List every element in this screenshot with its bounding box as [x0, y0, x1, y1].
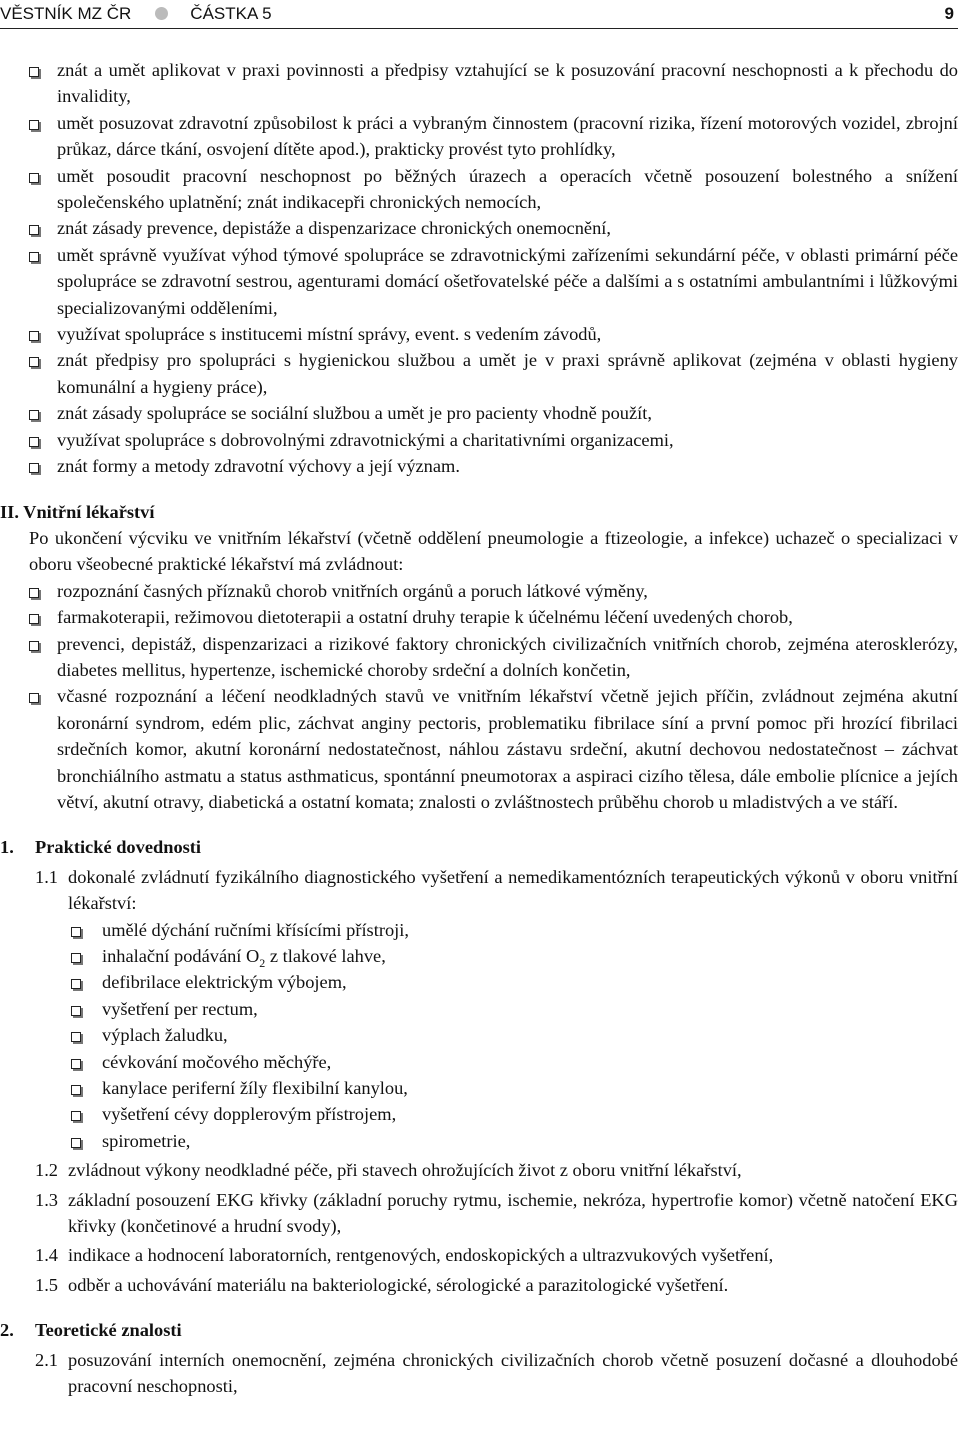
list-item-text: včasné rozpoznání a léčení neodkladných stavů ve vnitřním lékařství včetně jejich příčin, zvládnout zejména akutní koronární syndrom, edém plic, záchvat anginy pectoris, problematiku fibrilace síní a první pomoc při hrozící fibrilaci srdečních komor, akutní koronární nedostatečnost, náhlou zástavu srdeční, akutní dechovou nedostatečnost – záchvat bronchiálního astmatu a status asthmaticus, spontánní pneumotorax a aspiraci cizího tělesa, dále embolie plícnice a jejích větví, akutní otravy, diabetická a ostatní komata; znalosti o zvláštnostech průběhu chorob u mladistvých a ve stáří.: [57, 686, 958, 812]
subscript: 2: [259, 956, 266, 970]
list-item-text: znát a umět aplikovat v praxi povinnosti a předpisy vztahující se k posuzování pracovní neschopnosti a k přechodu do invalidity,: [57, 60, 958, 107]
list-item: [0, 1022, 958, 1048]
subsection-number: 1.1: [35, 866, 58, 887]
list-item: [0, 453, 958, 479]
competence-list: [0, 57, 958, 480]
list-item-text: cévkování močového měchýře,: [102, 1051, 332, 1072]
section-intro: Po ukončení výcviku ve vnitřním lékařství (včetně oddělení pneumologie a ftizeologie, a infekce) uchazeč o specializaci v oboru všeobecné praktické lékařství má zvládnout:: [29, 527, 958, 575]
subsection-1-2: [0, 1157, 958, 1183]
list-item: [0, 321, 958, 347]
checkbox-bullet-icon: [71, 1059, 81, 1069]
list-item-text: umělé dýchání ručními křísícími přístroji,: [102, 919, 409, 940]
checkbox-bullet-icon: [29, 331, 39, 341]
checkbox-bullet-icon: [29, 641, 39, 651]
list-item: [0, 400, 958, 426]
subsection-1-1: [0, 864, 958, 917]
checkbox-bullet-icon: [71, 979, 81, 989]
list-item-text: využívat spolupráce s dobrovolnými zdravotnickými a charitativními organizacemi,: [57, 429, 674, 450]
checkbox-bullet-icon: [71, 1032, 81, 1042]
list-item: [0, 242, 958, 321]
checkbox-bullet-icon: [71, 1085, 81, 1095]
checkbox-bullet-icon: [29, 357, 39, 367]
heading-text: Praktické dovednosti: [35, 837, 202, 858]
list-item: [0, 917, 958, 943]
subsection-number: 2.1: [35, 1349, 58, 1370]
checkbox-bullet-icon: [29, 614, 39, 624]
subsection-text: indikace a hodnocení laboratorních, rentgenových, endoskopických a ultrazvukových vyšetření,: [68, 1245, 774, 1266]
list-item-text: znát zásady spolupráce se sociální službou a umět je pro pacienty vhodně použít,: [57, 403, 652, 424]
checkbox-bullet-icon: [29, 437, 39, 447]
checkbox-bullet-icon: [29, 588, 39, 598]
checkbox-bullet-icon: [29, 67, 39, 77]
list-item-text: prevenci, depistáž, dispenzarizaci a rizikové faktory chronických civilizačních vnitřních chorob, zejména aterosklerózy, diabetes mellitus, hypertenze, ischemické choroby srdeční a dolních končetin,: [57, 633, 958, 680]
list-item: [0, 163, 958, 216]
checkbox-bullet-icon: [71, 1006, 81, 1016]
subsection-1-5: [0, 1272, 958, 1298]
list-item-text: kanylace periferní žíly flexibilní kanylou,: [102, 1078, 408, 1099]
subsection-number: 1.5: [35, 1274, 58, 1295]
list-item: [0, 110, 958, 163]
journal-title: VĚSTNÍK MZ ČR: [0, 4, 132, 23]
list-item: [0, 1049, 958, 1075]
checkbox-bullet-icon: [29, 693, 39, 703]
list-item-text: znát předpisy pro spolupráci s hygienickou službou a umět je v praxi správně aplikovat (zejména v oblasti hygieny komunální a hygieny práce),: [57, 350, 958, 397]
header-left: [0, 0, 272, 28]
checkbox-bullet-icon: [29, 120, 39, 130]
heading-text: Teoretické znalosti: [35, 1320, 182, 1341]
list-item: [0, 1128, 958, 1154]
heading-number: 1.: [0, 837, 14, 858]
subsection-text: dokonalé zvládnutí fyzikálního diagnostického vyšetření a nemedikamentózních terapeutických výkonů v oboru vnitřní lékařství:: [68, 866, 958, 914]
page-content: [0, 57, 958, 1400]
list-item-text: defibrilace elektrickým výbojem,: [102, 972, 347, 993]
list-item: [0, 943, 958, 969]
list-item-text: rozpoznání časných příznaků chorob vnitřních orgánů a poruch látkové výměny,: [57, 580, 648, 601]
subsection-2-1: [0, 1347, 958, 1400]
list-item: [0, 969, 958, 995]
list-item-text: inhalační podávání O: [102, 946, 260, 966]
subsection-text: základní posouzení EKG křivky (základní poruchy rytmu, ischemie, nekróza, hypertrofie komor) včetně natočení EKG křivky (končetinové a hrudní svody),: [68, 1189, 958, 1237]
list-item: [0, 1075, 958, 1101]
procedures-list: [0, 917, 958, 1155]
checkbox-bullet-icon: [29, 225, 39, 235]
list-item: [0, 631, 958, 684]
checkbox-bullet-icon: [71, 927, 81, 937]
list-item-text: z tlakové lahve,: [265, 946, 386, 966]
checkbox-bullet-icon: [29, 410, 39, 420]
theory-heading: [0, 1317, 958, 1343]
list-item: [0, 1101, 958, 1127]
list-item: [0, 578, 958, 604]
list-item: [0, 347, 958, 400]
list-item: [0, 427, 958, 453]
list-item-text: umět správně využívat výhod týmové spolupráce se zdravotnickými zařízeními sekundární péče, v oblasti primární péče spolupráce se zdravotní sestrou, agenturami domácí ošetřovatelské péče a dalšími a s ostatními ambulantními i lůžkovými specializovanými odděleními,: [57, 244, 958, 318]
page-header: [0, 0, 958, 29]
list-item-text: umět posuzovat zdravotní způsobilost k práci a vybraným činnostem (pracovní rizika, řízení motorových vozidel, zbrojní průkaz, dárce tkání, osvojení dítěte apod.), prakticky provést tyto prohlídky,: [57, 112, 958, 160]
checkbox-bullet-icon: [71, 1138, 81, 1148]
page-number: 9: [944, 4, 954, 23]
internal-medicine-list: [0, 578, 958, 816]
list-item: [0, 996, 958, 1022]
section-title: II. Vnitřní lékařství: [0, 501, 155, 522]
list-item-text: vyšetření per rectum,: [102, 998, 258, 1019]
list-item-text: znát zásady prevence, depistáže a dispenzarizace chronických onemocnění,: [57, 218, 611, 239]
checkbox-bullet-icon: [71, 953, 81, 963]
checkbox-bullet-icon: [29, 252, 39, 262]
subsection-1-3: [0, 1187, 958, 1240]
list-item: [0, 604, 958, 630]
subsection-number: 1.3: [35, 1189, 58, 1210]
list-item-text: farmakoterapii, režimovou dietoterapii a ostatní druhy terapie k účelnému léčení uvedených chorob,: [57, 607, 793, 628]
checkbox-bullet-icon: [29, 173, 39, 183]
subsection-1-4: [0, 1242, 958, 1268]
list-item: [0, 683, 958, 815]
separator-dot-icon: [155, 7, 168, 20]
subsection-number: 1.2: [35, 1160, 58, 1181]
checkbox-bullet-icon: [71, 1111, 81, 1121]
list-item-text: využívat spolupráce s institucemi místní správy, event. s vedením závodů,: [57, 324, 602, 345]
list-item-text: vyšetření cévy dopplerovým přístrojem,: [102, 1104, 397, 1125]
practical-skills-heading: [0, 834, 958, 860]
list-item-text: umět posoudit pracovní neschopnost po běžných úrazech a operacích včetně posouzení bolestného a snížení společenského uplatnění; znát indikacepři chronických nemocích,: [57, 165, 958, 213]
list-item-text: spirometrie,: [102, 1130, 191, 1151]
checkbox-bullet-icon: [29, 463, 39, 473]
heading-number: 2.: [0, 1320, 14, 1341]
subsection-text: odběr a uchovávání materiálu na bakteriologické, sérologické a parazitologické vyšetření.: [68, 1274, 729, 1295]
list-item-text: výplach žaludku,: [102, 1025, 228, 1046]
subsection-text: posuzování interních onemocnění, zejména chronických civilizačních chorob včetně posuzení dočasné a dlouhodobé pracovní neschopnosti,: [68, 1349, 958, 1397]
list-item: [0, 57, 958, 110]
subsection-number: 1.4: [35, 1245, 58, 1266]
list-item: [0, 215, 958, 241]
subsection-text: zvládnout výkony neodkladné péče, při stavech ohrožujících život z oboru vnitřní lékařství,: [68, 1160, 742, 1181]
issue-part: ČÁSTKA 5: [190, 4, 272, 23]
list-item-text: znát formy a metody zdravotní výchovy a její význam.: [57, 456, 460, 477]
